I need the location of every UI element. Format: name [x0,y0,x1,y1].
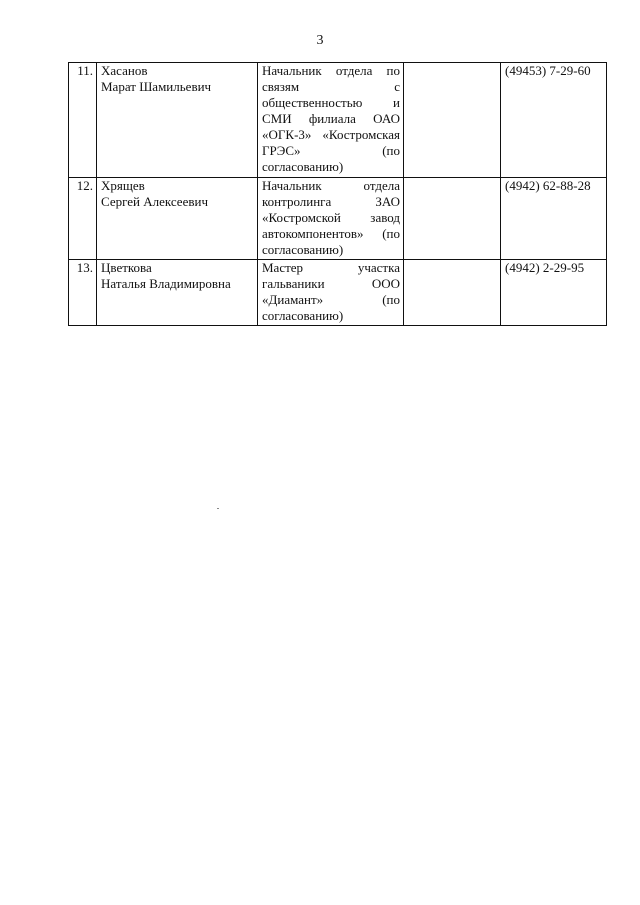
person-name-cell [97,63,258,178]
table-row [69,178,607,260]
phone-number: (49453) 7-29-60 [501,63,607,178]
row-number: 12. [69,178,97,260]
phone-number: (4942) 62-88-28 [501,178,607,260]
position-line: контролинга ЗАО [262,194,400,209]
table-row [69,260,607,326]
position-line: «Костромской завод [262,210,400,225]
position-line: (по согласованию) [262,292,400,323]
position-line: автокомпонентов» [262,226,364,241]
position-cell [258,63,404,178]
person-given-names: Наталья Владимировна [101,276,231,291]
position-line: СМИ филиала [262,111,356,126]
position-line: «Костромская ГРЭС» [262,127,400,158]
row-number: 13. [69,260,97,326]
position-line: гальваники [262,276,325,291]
empty-cell [404,63,501,178]
phone-number: (4942) 2-29-95 [501,260,607,326]
position-cell [258,260,404,326]
position-line: общественностью и [262,95,400,110]
table-row [69,63,607,178]
position-line: (по согласованию) [262,143,400,174]
person-name-cell [97,260,258,326]
empty-cell [404,260,501,326]
position-line: связям с [262,79,400,94]
person-name-cell [97,178,258,260]
scan-artifact [217,508,219,509]
position-line: (по согласованию) [262,226,400,257]
person-surname: Хрящев [101,178,145,193]
person-surname: Хасанов [101,63,148,78]
position-cell [258,178,404,260]
personnel-table [68,62,607,326]
position-line: ООО «Диамант» [262,276,400,307]
position-line: Мастер участка [262,260,400,275]
empty-cell [404,178,501,260]
person-given-names: Марат Шамильевич [101,79,212,94]
person-given-names: Сергей Алексеевич [101,194,208,209]
position-line: Начальник отдела по [262,63,400,78]
position-line: Начальник отдела [262,178,400,193]
position-line: ОАО «ОГК-3» [262,111,400,142]
page-number: 3 [316,33,324,48]
row-number: 11. [69,63,97,178]
person-surname: Цветкова [101,260,152,275]
